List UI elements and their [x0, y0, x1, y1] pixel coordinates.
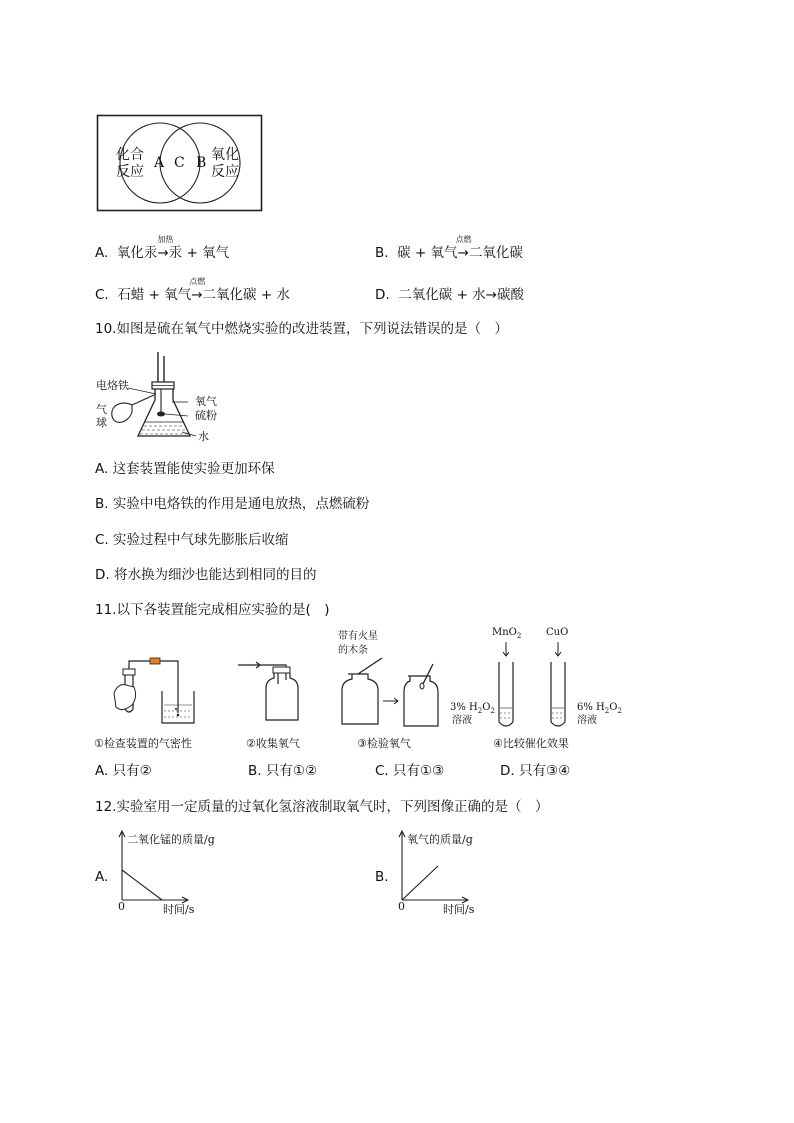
oxygen-test-drawing [338, 646, 448, 726]
h2o2-6-label: 6% $H_2O_2$ [577, 702, 622, 715]
venn-right-line2: 反应 [211, 164, 239, 180]
graph-b-line [402, 866, 438, 900]
q9-option-a: A. 氧化汞 加热 →汞 + 氧气 [95, 235, 230, 261]
q10-option-d: D. 将水换为细沙也能达到相同的目的 [95, 567, 317, 583]
q10-option-a: A. 这套装置能使实验更加环保 [95, 461, 275, 477]
q11-option-a: A. 只有② [95, 763, 152, 779]
graph-a-xlabel: 时间/s [163, 903, 195, 916]
cuo-label: CuO [546, 627, 569, 638]
venn-label-b: B [196, 155, 207, 171]
splint-label-2: 的木条 [338, 645, 368, 656]
fig-label-balloon-1: 气 [96, 403, 107, 416]
venn-right-line1: 氧化 [211, 147, 239, 163]
h2o2-6-solution: 溶液 [577, 715, 597, 726]
fig-label-sulfur: 硫粉 [195, 409, 217, 422]
graph-b-letter: B. [375, 869, 389, 885]
graph-b-ylabel: 氧气的质量/g [407, 833, 473, 846]
fig-label-water: 水 [198, 430, 209, 443]
graph-b-origin: 0 [398, 900, 405, 913]
q11-option-c: C. 只有①③ [375, 763, 445, 779]
q9-option-b: B. 碳 + 氧气 点燃 →二氧化碳 [375, 235, 523, 261]
caption-1: ①检查装置的气密性 [94, 737, 192, 750]
h2o2-3-label: 3% $H_2O_2$ [450, 702, 495, 715]
caption-2: ②收集氧气 [246, 737, 300, 750]
caption-4: ④比较催化效果 [493, 737, 569, 750]
venn-label-a: A [154, 155, 165, 171]
graph-a-letter: A. [95, 869, 109, 885]
q10-option-b: B. 实验中电烙铁的作用是通电放热，点燃硫粉 [95, 496, 370, 512]
graph-a-origin: 0 [118, 900, 125, 913]
graph-b-xlabel: 时间/s [443, 903, 475, 916]
q11-stem: 11.以下各装置能完成相应实验的是( ) [95, 602, 330, 618]
venn-label-c: C [174, 155, 185, 171]
fig-label-oxygen: 氧气 [195, 395, 217, 408]
q9-option-d: D. 二氧化碳 + 水→碳酸 [375, 287, 524, 303]
fig-label-balloon-2: 球 [96, 416, 107, 429]
q10-option-c: C. 实验过程中气球先膨胀后收缩 [95, 532, 289, 548]
q9-option-c: C. 石蜡 + 氧气 点燃 →二氧化碳 + 水 [95, 277, 290, 303]
fig-label-iron: 电烙铁 [96, 379, 129, 392]
h2o2-3-solution: 溶液 [452, 715, 472, 726]
catalyst-tubes-drawing [492, 640, 572, 730]
airtight-check-drawing [112, 653, 202, 728]
mno2-label: MnO$_2$ [492, 627, 522, 640]
splint-label-1: 带有火星 [338, 631, 378, 642]
caption-3: ③检验氧气 [357, 737, 411, 750]
flask-apparatus-drawing [92, 350, 202, 450]
gas-bottle-drawing [238, 656, 308, 726]
venn-left-line1: 化合 [116, 147, 144, 163]
q11-option-d: D. 只有③④ [500, 763, 571, 779]
q11-option-b: B. 只有①② [248, 763, 318, 779]
q12-stem: 12.实验室用一定质量的过氧化氢溶液制取氧气时，下列图像正确的是（ ） [95, 799, 549, 815]
q10-stem: 10.如图是硫在氧气中燃烧实验的改进装置，下列说法错误的是（ ） [95, 321, 508, 337]
graph-a-line [122, 870, 162, 900]
graph-a-ylabel: 二氧化锰的质量/g [127, 833, 215, 846]
venn-left-line2: 反应 [116, 164, 144, 180]
